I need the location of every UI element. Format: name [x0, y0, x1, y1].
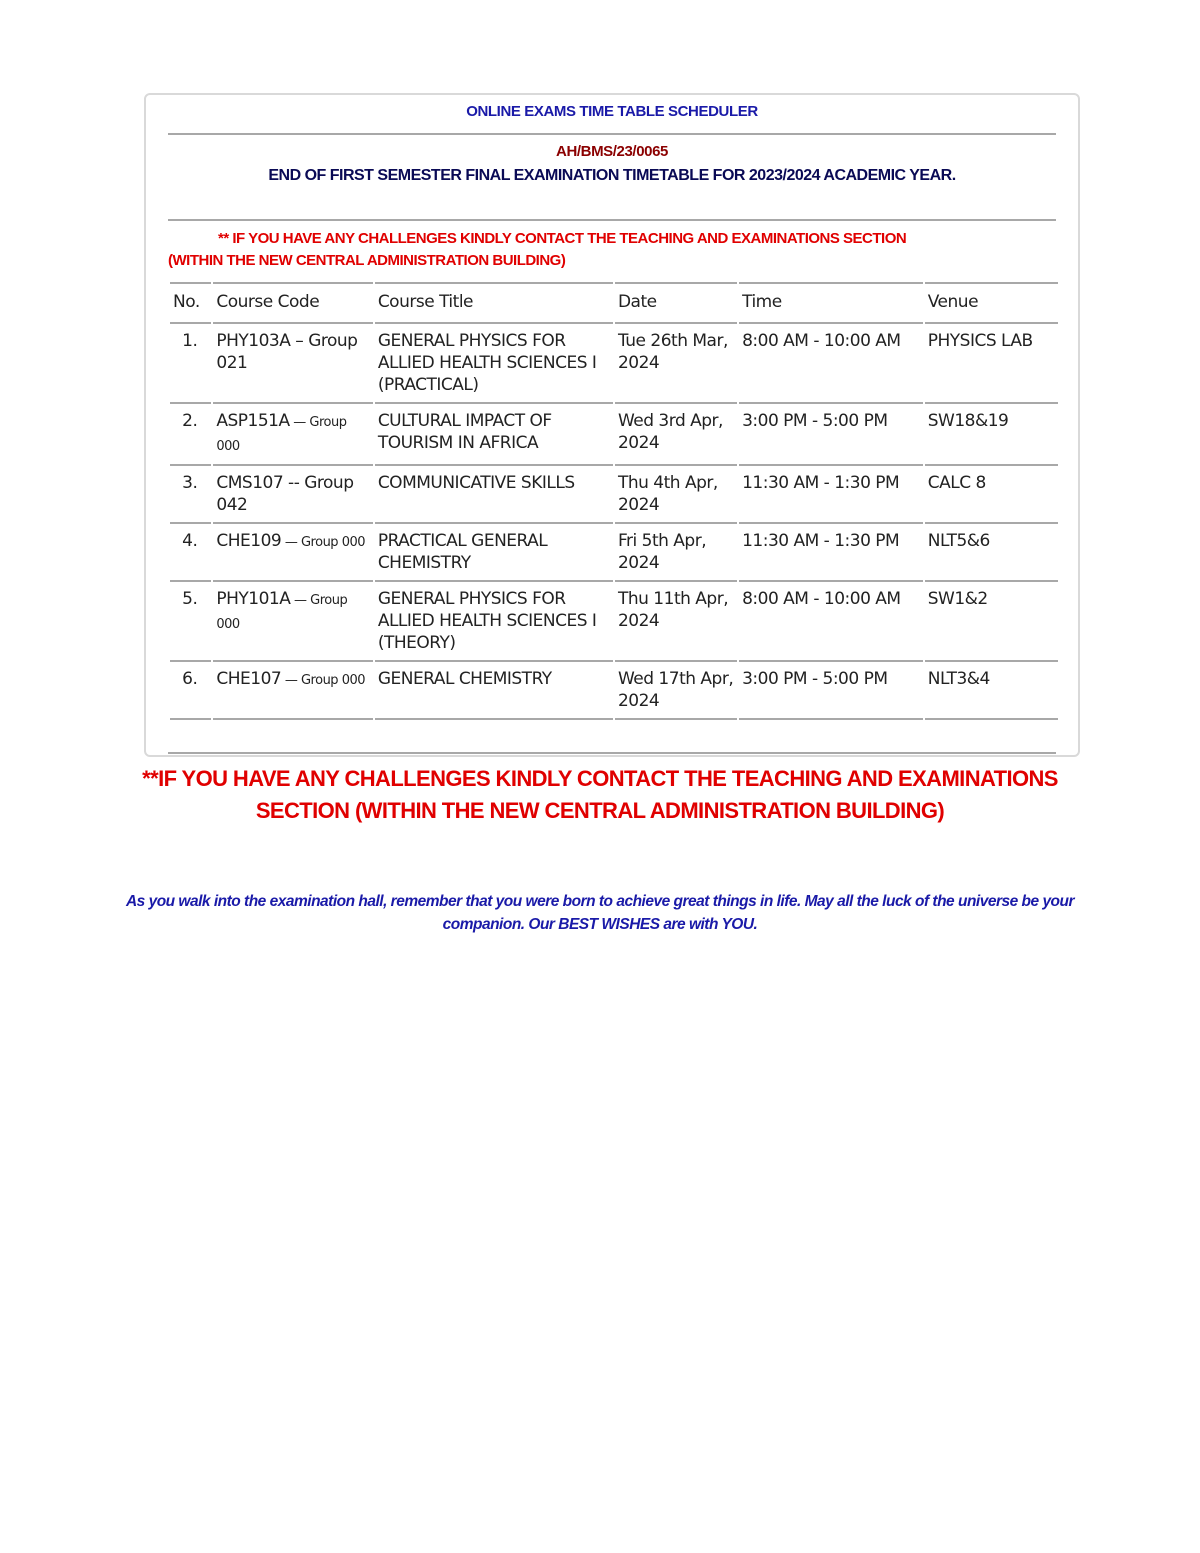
column-header-venue: Venue: [925, 282, 1058, 322]
course-code-text: PHY103A: [216, 331, 291, 351]
course-code-separator: —: [290, 593, 311, 608]
exam-time: 11:30 AM - 1:30 PM: [739, 464, 923, 522]
table-row: [170, 580, 1058, 660]
scheduler-title: ONLINE EXAMS TIME TABLE SCHEDULER: [466, 103, 758, 120]
course-code-separator: —: [281, 535, 301, 550]
course-code-text: PHY101A: [216, 589, 291, 609]
table-footer-row: [170, 718, 1058, 734]
course-code: [213, 464, 372, 522]
table-footer-cell: [615, 718, 737, 734]
table-row: [170, 402, 1058, 464]
contact-notice: ** IF YOU HAVE ANY CHALLENGES KINDLY CONTACT THE TEACHING AND EXAMINATIONS SECTION (WITHIN THE NEW CENTRAL ADMINISTRATION BUILDING): [168, 230, 907, 269]
row-number: 6.: [170, 660, 211, 718]
column-header-course-title: Course Title: [375, 282, 613, 322]
divider: [168, 133, 1056, 135]
course-code-text: CHE107: [216, 669, 282, 689]
course-code-text: CHE109: [216, 531, 282, 551]
exam-venue: SW1&2: [925, 580, 1058, 660]
course-code-separator: –: [290, 331, 309, 351]
course-title: PRACTICAL GENERAL CHEMISTRY: [375, 522, 613, 580]
exam-timetable: [168, 282, 1060, 734]
table-footer-cell: [375, 718, 613, 734]
course-title: COMMUNICATIVE SKILLS: [375, 464, 613, 522]
course-title: GENERAL PHYSICS FOR ALLIED HEALTH SCIENCES I (PRACTICAL): [375, 322, 613, 402]
table-footer-cell: [739, 718, 923, 734]
exam-time: 3:00 PM - 5:00 PM: [739, 402, 923, 464]
table-row: [170, 522, 1058, 580]
exam-date: Wed 17th Apr, 2024: [615, 660, 737, 718]
course-code: [213, 660, 372, 718]
exam-time: 11:30 AM - 1:30 PM: [739, 522, 923, 580]
exam-venue: NLT5&6: [925, 522, 1058, 580]
course-code-separator: —: [289, 415, 310, 430]
best-wishes-message: As you walk into the examination hall, remember that you were born to achieve great things in life. May all the luck of the universe be your companion. Our BEST WISHES are with YOU.: [125, 893, 1075, 933]
table-row: [170, 322, 1058, 402]
course-group: Group 021: [216, 331, 358, 373]
course-title: CULTURAL IMPACT OF TOURISM IN AFRICA: [375, 402, 613, 464]
course-code-separator: --: [283, 473, 305, 493]
table-footer-cell: [213, 718, 372, 734]
table-row: [170, 464, 1058, 522]
exam-time: 3:00 PM - 5:00 PM: [739, 660, 923, 718]
table-footer-cell: [925, 718, 1058, 734]
exam-date: Thu 11th Apr, 2024: [615, 580, 737, 660]
row-number: 2.: [170, 402, 211, 464]
course-group: Group 000: [300, 673, 366, 688]
exam-date: Wed 3rd Apr, 2024: [615, 402, 737, 464]
course-title: GENERAL CHEMISTRY: [375, 660, 613, 718]
column-header-time: Time: [739, 282, 923, 322]
course-title: GENERAL PHYSICS FOR ALLIED HEALTH SCIENCES I (THEORY): [375, 580, 613, 660]
row-number: 5.: [170, 580, 211, 660]
exam-venue: PHYSICS LAB: [925, 322, 1058, 402]
course-group: Group 000: [216, 415, 347, 454]
exam-venue: CALC 8: [925, 464, 1058, 522]
exam-heading: END OF FIRST SEMESTER FINAL EXAMINATION TIMETABLE FOR 2023/2024 ACADEMIC YEAR.: [268, 167, 956, 184]
exam-time: 8:00 AM - 10:00 AM: [739, 322, 923, 402]
column-header-date: Date: [615, 282, 737, 322]
table-bottom-divider: [168, 752, 1056, 754]
course-group: Group 042: [216, 473, 354, 515]
course-group: Group 000: [300, 535, 366, 550]
table-footer-cell: [170, 718, 211, 734]
exam-date: Tue 26th Mar, 2024: [615, 322, 737, 402]
row-number: 4.: [170, 522, 211, 580]
column-header-course-code: Course Code: [213, 282, 372, 322]
course-code: [213, 580, 372, 660]
course-code-text: ASP151A: [216, 411, 290, 431]
exam-date: Thu 4th Apr, 2024: [615, 464, 737, 522]
course-group: Group 000: [216, 593, 348, 632]
exam-date: Fri 5th Apr, 2024: [615, 522, 737, 580]
course-code: [213, 402, 372, 464]
student-id: AH/BMS/23/0065: [556, 143, 668, 160]
table-row: [170, 660, 1058, 718]
row-number: 1.: [170, 322, 211, 402]
exam-venue: NLT3&4: [925, 660, 1058, 718]
exam-venue: SW18&19: [925, 402, 1058, 464]
timetable-card: [144, 93, 1080, 757]
course-code: [213, 522, 372, 580]
contact-notice-large: **IF YOU HAVE ANY CHALLENGES KINDLY CONTACT THE TEACHING AND EXAMINATIONS SECTION (WITHIN THE NEW CENTRAL ADMINISTRATION BUILDING): [142, 766, 1058, 823]
course-code: [213, 322, 372, 402]
table-header-row: [170, 282, 1058, 322]
divider: [168, 219, 1056, 221]
exam-time: 8:00 AM - 10:00 AM: [739, 580, 923, 660]
course-code-separator: —: [281, 673, 301, 688]
row-number: 3.: [170, 464, 211, 522]
column-header-no: No.: [170, 282, 211, 322]
course-code-text: CMS107: [216, 473, 284, 493]
